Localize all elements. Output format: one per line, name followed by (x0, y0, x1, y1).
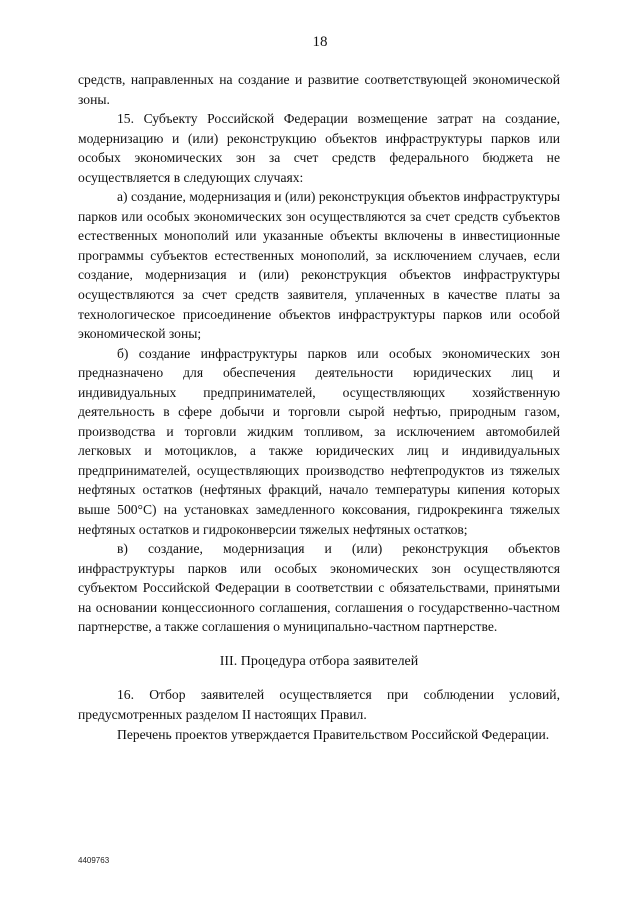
page-body (78, 70, 560, 744)
paragraph-item-16: 16. Отбор заявителей осуществляется при соблюдении условий, предусмотренных разделом II настоящих Правил. (78, 687, 560, 722)
paragraph-subitem-v: в) создание, модернизация и (или) реконструкция объектов инфраструктуры парков или особых экономических зон осуществляются субъектом Российской Федерации в соответствии с обязательствами, принятыми на основании концессионного соглашения, соглашения о государственно-частном партнерстве, а также соглашения о муниципально-частном партнерстве. (78, 541, 560, 635)
paragraph-project-list: Перечень проектов утверждается Правительством Российской Федерации. (117, 726, 550, 742)
document-id: 4409763 (78, 856, 110, 865)
paragraph-continuation: средств, направленных на создание и развитие соответствующей экономической зоны. (78, 72, 560, 107)
paragraph-item-15: 15. Субъекту Российской Федерации возмещение затрат на создание, модернизацию и (или) реконструкцию объектов инфраструктуры парков или особых экономических зон за счет средств федерального бюджета не осуществляется в следующих случаях: (78, 111, 560, 185)
paragraph-subitem-a: а) создание, модернизация и (или) реконструкция объектов инфраструктуры парков или особых экономических зон осуществляются за счет средств субъектов естественных монополий или указанные объекты включены в инвестиционные программы субъектов естественных монополий, за исключением случаев, если создание, модернизация и (или) реконструкция объектов инфраструктуры осуществляются за счет средств заявителя, уплаченных в качестве платы за технологическое присоединение объектов инфраструктуры парков или особой экономической зоны; (78, 189, 560, 342)
section-heading: III. Процедура отбора заявителей (219, 653, 419, 669)
paragraph-subitem-b: б) создание инфраструктуры парков или особых экономических зон предназначено для обеспечения деятельности юридических лиц и индивидуальных предпринимателей, осуществляющих хозяйственную деятельность в сфере добычи и торговли сырой нефтью, природным газом, производства и торговли жидким топливом, за исключением автомобилей легковых и мотоциклов, а также юридических лиц и индивидуальных предпринимателей, осуществляющих производство нефтепродуктов из тяжелых нефтяных остатков (нефтяных фракций, начало температуры кипения которых выше 500°С) на установках замедленного коксования, гидрокрекинга тяжелых нефтяных остатков и гидроконверсии тяжелых нефтяных остатков; (78, 345, 560, 537)
page-number: 18 (312, 34, 328, 50)
